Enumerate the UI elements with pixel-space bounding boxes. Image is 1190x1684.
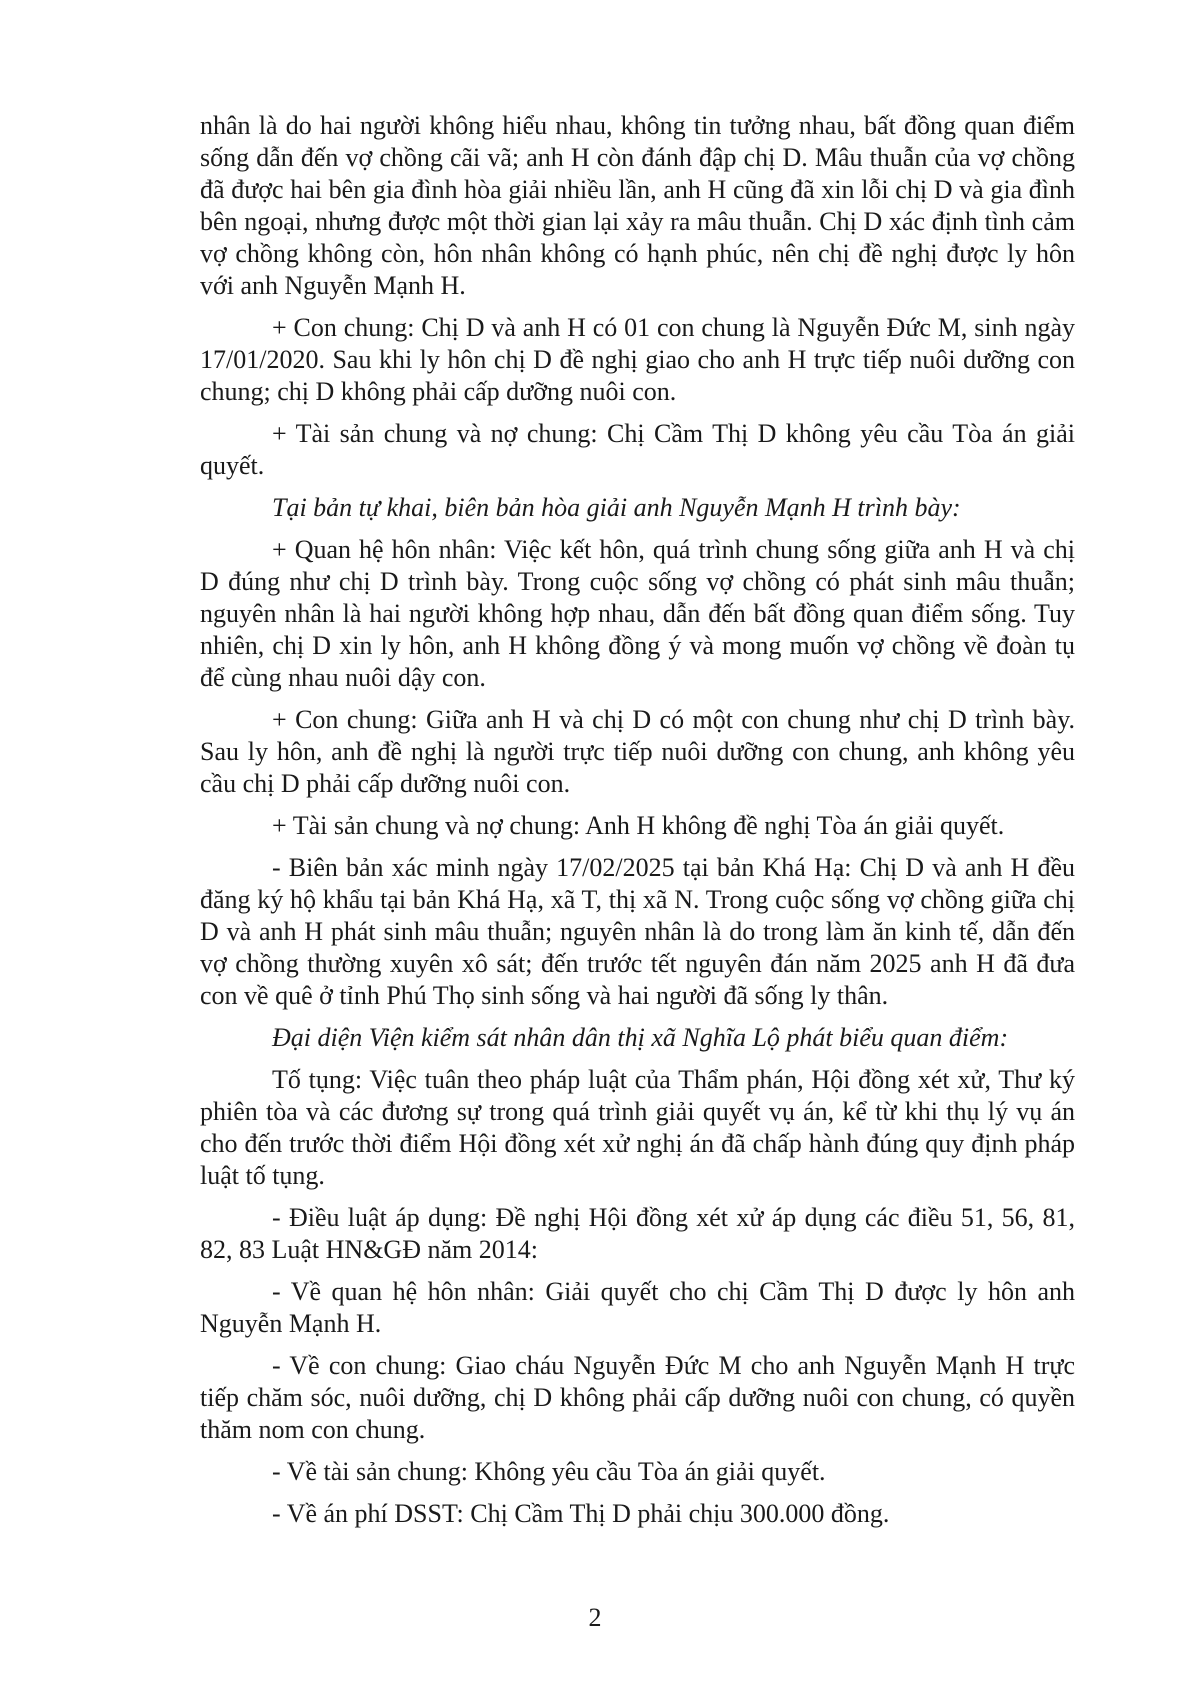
paragraph-marital-reason-continued: nhân là do hai người không hiểu nhau, không tin tưởng nhau, bất đồng quan điểm sống dẫn đến vợ chồng cãi vã; anh H còn đánh đập chị D. Mâu thuẫn của vợ chồng đã được hai bên gia đình hòa giải nhiều lần, anh H cũng đã xin lỗi chị D và gia đình bên ngoại, nhưng được một thời gian lại xảy ra mâu thuẫn. Chị D xác định tình cảm vợ chồng không còn, hôn nhân không có hạnh phúc, nên chị đề nghị được ly hôn với anh Nguyễn Mạnh H. [200,111,1075,300]
paragraph-opinion-court-fee: - Về án phí DSST: Chị Cầm Thị D phải chịu 300.000 đồng. [272,1499,890,1528]
paragraph-opinion-common-child: - Về con chung: Giao cháu Nguyễn Đức M cho anh Nguyễn Mạnh H trực tiếp chăm sóc, nuôi dưỡng, chị D không phải cấp dưỡng nuôi con chung, có quyền thăm nom con chung. [200,1351,1075,1444]
paragraph-opinion-marital-relation: - Về quan hệ hôn nhân: Giải quyết cho chị Cầm Thị D được ly hôn anh Nguyễn Mạnh H. [200,1277,1075,1338]
page-number: 2 [588,1603,602,1632]
paragraph-husband-marital-relation: + Quan hệ hôn nhân: Việc kết hôn, quá trình chung sống giữa anh H và chị D đúng như chị D trình bày. Trong cuộc sống vợ chồng có phát sinh mâu thuẫn; nguyên nhân là hai người không hợp nhau, dẫn đến bất đồng quan điểm sống. Tuy nhiên, chị D xin ly hôn, anh H không đồng ý và mong muốn vợ chồng về đoàn tụ để cùng nhau nuôi dậy con. [200,535,1075,692]
document-body [200,110,1075,1540]
paragraph-verification-record: - Biên bản xác minh ngày 17/02/2025 tại bản Khá Hạ: Chị D và anh H đều đăng ký hộ khẩu tại bản Khá Hạ, xã T, thị xã N. Trong cuộc sống vợ chồng giữa chị D và anh H phát sinh mâu thuẫn; nguyên nhân là do trong làm ăn kinh tế, dẫn đến vợ chồng thường xuyên xô sát; đến trước tết nguyên đán năm 2025 anh H đã đưa con về quê ở tỉnh Phú Thọ sinh sống và hai người đã sống ly thân. [200,853,1075,1010]
paragraph-procedure: Tố tụng: Việc tuân theo pháp luật của Thẩm phán, Hội đồng xét xử, Thư ký phiên tòa và các đương sự trong quá trình giải quyết vụ án, kể từ khi thụ lý vụ án cho đến trước thời điểm Hội đồng xét xử nghị án đã chấp hành đúng quy định pháp luật tố tụng. [200,1065,1075,1190]
heading-husband-statement: Tại bản tự khai, biên bản hòa giải anh Nguyễn Mạnh H trình bày: [272,493,961,522]
paragraph-applicable-law: - Điều luật áp dụng: Đề nghị Hội đồng xét xử áp dụng các điều 51, 56, 81, 82, 83 Luật HN&GĐ năm 2014: [200,1203,1075,1264]
paragraph-wife-common-child: + Con chung: Chị D và anh H có 01 con chung là Nguyễn Đức M, sinh ngày 17/01/2020. Sau khi ly hôn chị D đề nghị giao cho anh H trực tiếp nuôi dưỡng con chung; chị D không phải cấp dưỡng nuôi con. [200,313,1075,406]
heading-procuracy-opinion: Đại diện Viện kiểm sát nhân dân thị xã Nghĩa Lộ phát biểu quan điểm: [272,1023,1009,1052]
paragraph-husband-common-property: + Tài sản chung và nợ chung: Anh H không đề nghị Tòa án giải quyết. [272,811,1005,840]
paragraph-wife-common-property: + Tài sản chung và nợ chung: Chị Cầm Thị D không yêu cầu Tòa án giải quyết. [200,419,1075,480]
paragraph-husband-common-child: + Con chung: Giữa anh H và chị D có một con chung như chị D trình bày. Sau ly hôn, anh đề nghị là người trực tiếp nuôi dưỡng con chung, anh không yêu cầu chị D phải cấp dưỡng nuôi con. [200,705,1075,798]
paragraph-opinion-common-property: - Về tài sản chung: Không yêu cầu Tòa án giải quyết. [272,1457,826,1486]
